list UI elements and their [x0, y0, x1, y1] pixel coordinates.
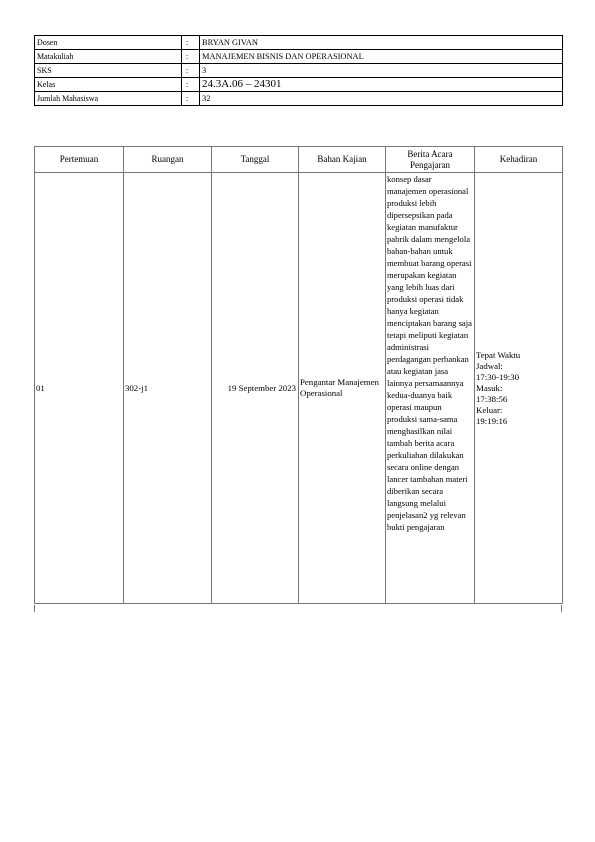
cell-pertemuan: 01 [35, 173, 124, 604]
info-row-matakuliah [35, 50, 563, 64]
table-row [35, 173, 563, 604]
info-label: Matakuliah [35, 50, 182, 64]
cell-bahan-kajian: Pengantar Manajemen Operasional [299, 173, 386, 604]
header-tanggal: Tanggal [212, 147, 299, 173]
kehadiran-jadwal: 17:30-19:30 [476, 371, 520, 382]
info-row-jumlah-mahasiswa [35, 92, 563, 106]
info-colon: : [182, 92, 200, 106]
kehadiran-masuk-label: Masuk: [476, 382, 503, 393]
table-continuation-line-right [561, 605, 562, 612]
kehadiran-status: Tepat Waktu [476, 349, 521, 360]
info-colon: : [182, 64, 200, 78]
info-value-matakuliah: MANAJEMEN BISNIS DAN OPERASIONAL [200, 50, 563, 64]
info-row-kelas [35, 78, 563, 92]
header-kehadiran: Kehadiran [475, 147, 563, 173]
info-value-sks: 3 [200, 64, 563, 78]
cell-tanggal: 19 September 2023 [212, 173, 299, 604]
course-info-table [34, 35, 563, 106]
info-value-jumlah-mahasiswa: 32 [200, 92, 563, 106]
info-label: SKS [35, 64, 182, 78]
info-label: Jumlah Mahasiswa [35, 92, 182, 106]
info-row-dosen [35, 36, 563, 50]
kehadiran-jadwal-label: Jadwal: [476, 360, 503, 371]
info-label: Kelas [35, 78, 182, 92]
info-label: Dosen [35, 36, 182, 50]
info-value-kelas: 24.3A.06 – 24301 [200, 78, 563, 92]
info-row-sks [35, 64, 563, 78]
table-header-row [35, 147, 563, 173]
kehadiran-keluar-label: Keluar: [476, 404, 503, 415]
header-ruangan: Ruangan [124, 147, 212, 173]
cell-ruangan: 302-j1 [124, 173, 212, 604]
kehadiran-masuk: 17:38:56 [476, 393, 508, 404]
info-colon: : [182, 36, 200, 50]
header-bahan-kajian: Bahan Kajian [299, 147, 386, 173]
kehadiran-keluar: 19:19:16 [476, 415, 508, 426]
attendance-table [34, 146, 563, 604]
header-berita-acara: Berita Acara Pengajaran [386, 147, 475, 173]
cell-kehadiran [475, 173, 563, 604]
info-colon: : [182, 50, 200, 64]
info-colon: : [182, 78, 200, 92]
table-continuation-line-left [34, 605, 35, 612]
header-pertemuan: Pertemuan [35, 147, 124, 173]
info-value-dosen: BRYAN GIVAN [200, 36, 563, 50]
cell-berita-acara: konsep dasar manajemen operasional produksi lebih dipersepsikan pada kegiatan manufaktur pabrik dalam mengelola bahan-bahan untuk membuat barang operasi merupakan kegiatan yang lebih luas dari produksi operasi tidak hanya kegiatan menciptakan barang saja tetapi meliputi kegiatan administrasi perdagangan perbankan atau kegiatan jasa lainnya persamaannya kedua-duanya baik operasi maupun produksi sama-sama menghasilkan nilai tambah berita acara perkuliahan dilakukan secara online dengan lancer tambahan materi diberikan secara langsung melalui penjelasan2 yg relevan bukti pengajaran [386, 173, 475, 604]
